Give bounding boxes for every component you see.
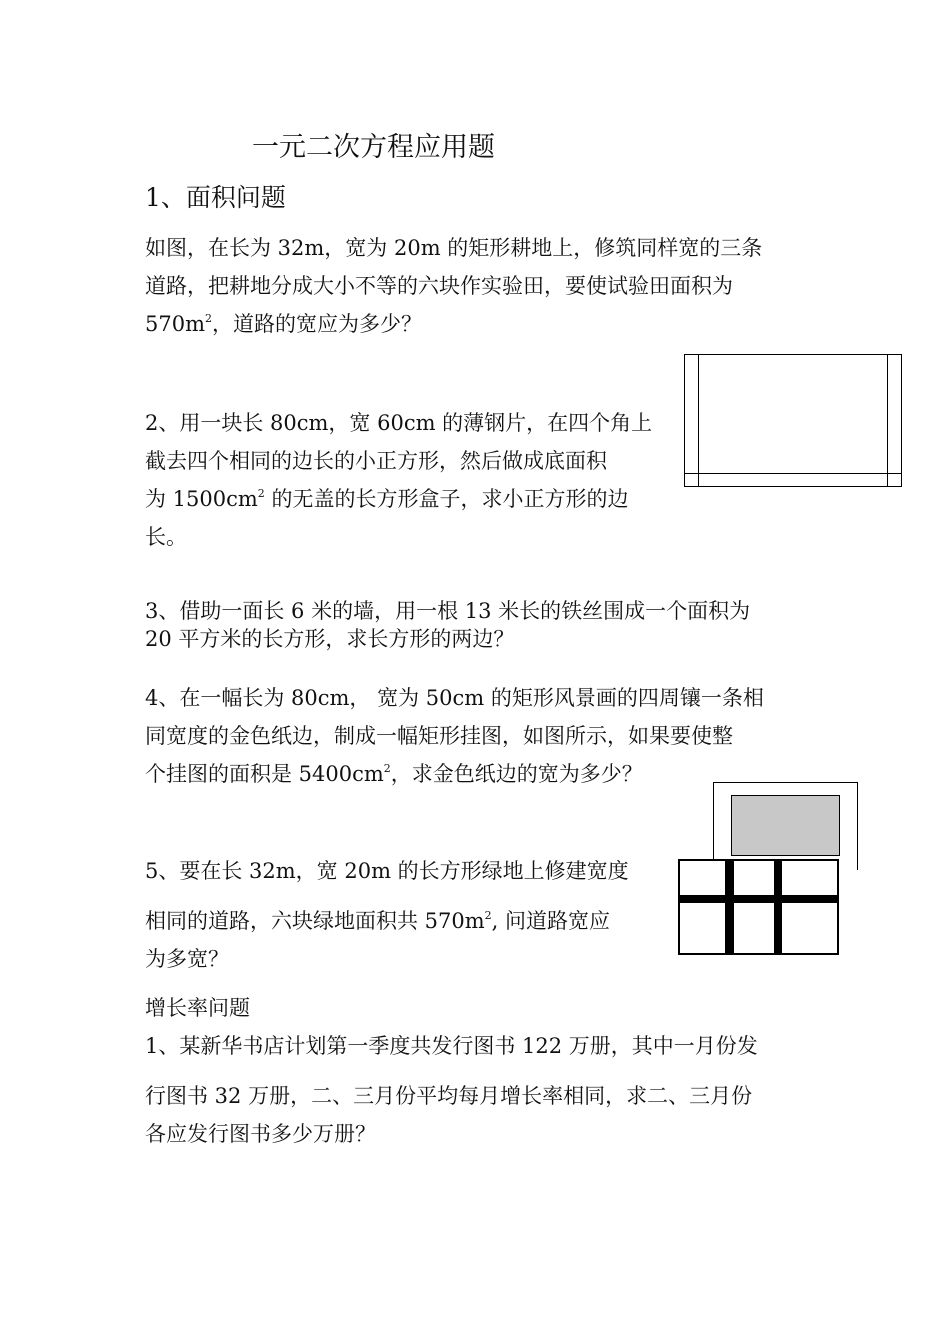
growth-problem-line-3: 各应发行图书多少万册？ [145, 1122, 376, 1146]
problem-2-line-3: 为 $1500cm^2$ 的无盖的长方形盒子，求小正方形的边 [145, 487, 629, 511]
problem-3-line-1: 3、借助一面长 6 米的墙，用一根 13 米长的铁丝围成一个面积为 [145, 599, 751, 623]
growth-problem-line-2: 行图书 32 万册，二、三月份平均每月增长率相同，求二、三月份 [145, 1084, 753, 1108]
problem-4-line-2: 同宽度的金色纸边，制成一幅矩形挂图，如图所示，如果要使整 [145, 724, 733, 748]
problem-1-line-3: $570m^2$，道路的宽应为多少？ [145, 312, 422, 336]
problem-5-line-1: 5、要在长 32m，宽 20m 的长方形绿地上修建宽度 [145, 859, 629, 883]
section-heading-growth: 增长率问题 [145, 996, 250, 1020]
problem-1-line-1: 如图，在长为 32m，宽为 20m 的矩形耕地上，修筑同样宽的三条 [145, 236, 763, 260]
problem-4-line-1: 4、在一幅长为 80cm， 宽为 50cm 的矩形风景画的四周镶一条相 [145, 686, 764, 710]
growth-problem-line-1: 1、某新华书店计划第一季度共发行图书 122 万册，其中一月份发 [145, 1034, 758, 1058]
problem-5-line-3: 为多宽？ [145, 947, 229, 971]
problem-1-line-2: 道路，把耕地分成大小不等的六块作实验田，要使试验田面积为 [145, 274, 733, 298]
problem-3-line-2: 20 平方米的长方形，求长方形的两边？ [145, 627, 515, 651]
steel-sheet-figure [684, 354, 903, 488]
problem-2-line-1: 2、用一块长 80cm，宽 60cm 的薄钢片，在四个角上 [145, 411, 653, 435]
framed-painting-figure [712, 781, 860, 871]
problem-2-line-4: 长。 [145, 525, 187, 549]
road-grid-figure [678, 859, 840, 956]
page-title: 一元二次方程应用题 [252, 132, 495, 163]
problem-5-line-2: 相同的道路，六块绿地面积共 $570m^2$, 问道路宽应 [145, 909, 611, 933]
problem-2-line-2: 截去四个相同的边长的小正方形，然后做成底面积 [145, 449, 607, 473]
problem-4-line-3: 个挂图的面积是 $5400cm^2$，求金色纸边的宽为多少？ [145, 762, 643, 786]
section-heading-area: 1、面积问题 [145, 183, 286, 212]
